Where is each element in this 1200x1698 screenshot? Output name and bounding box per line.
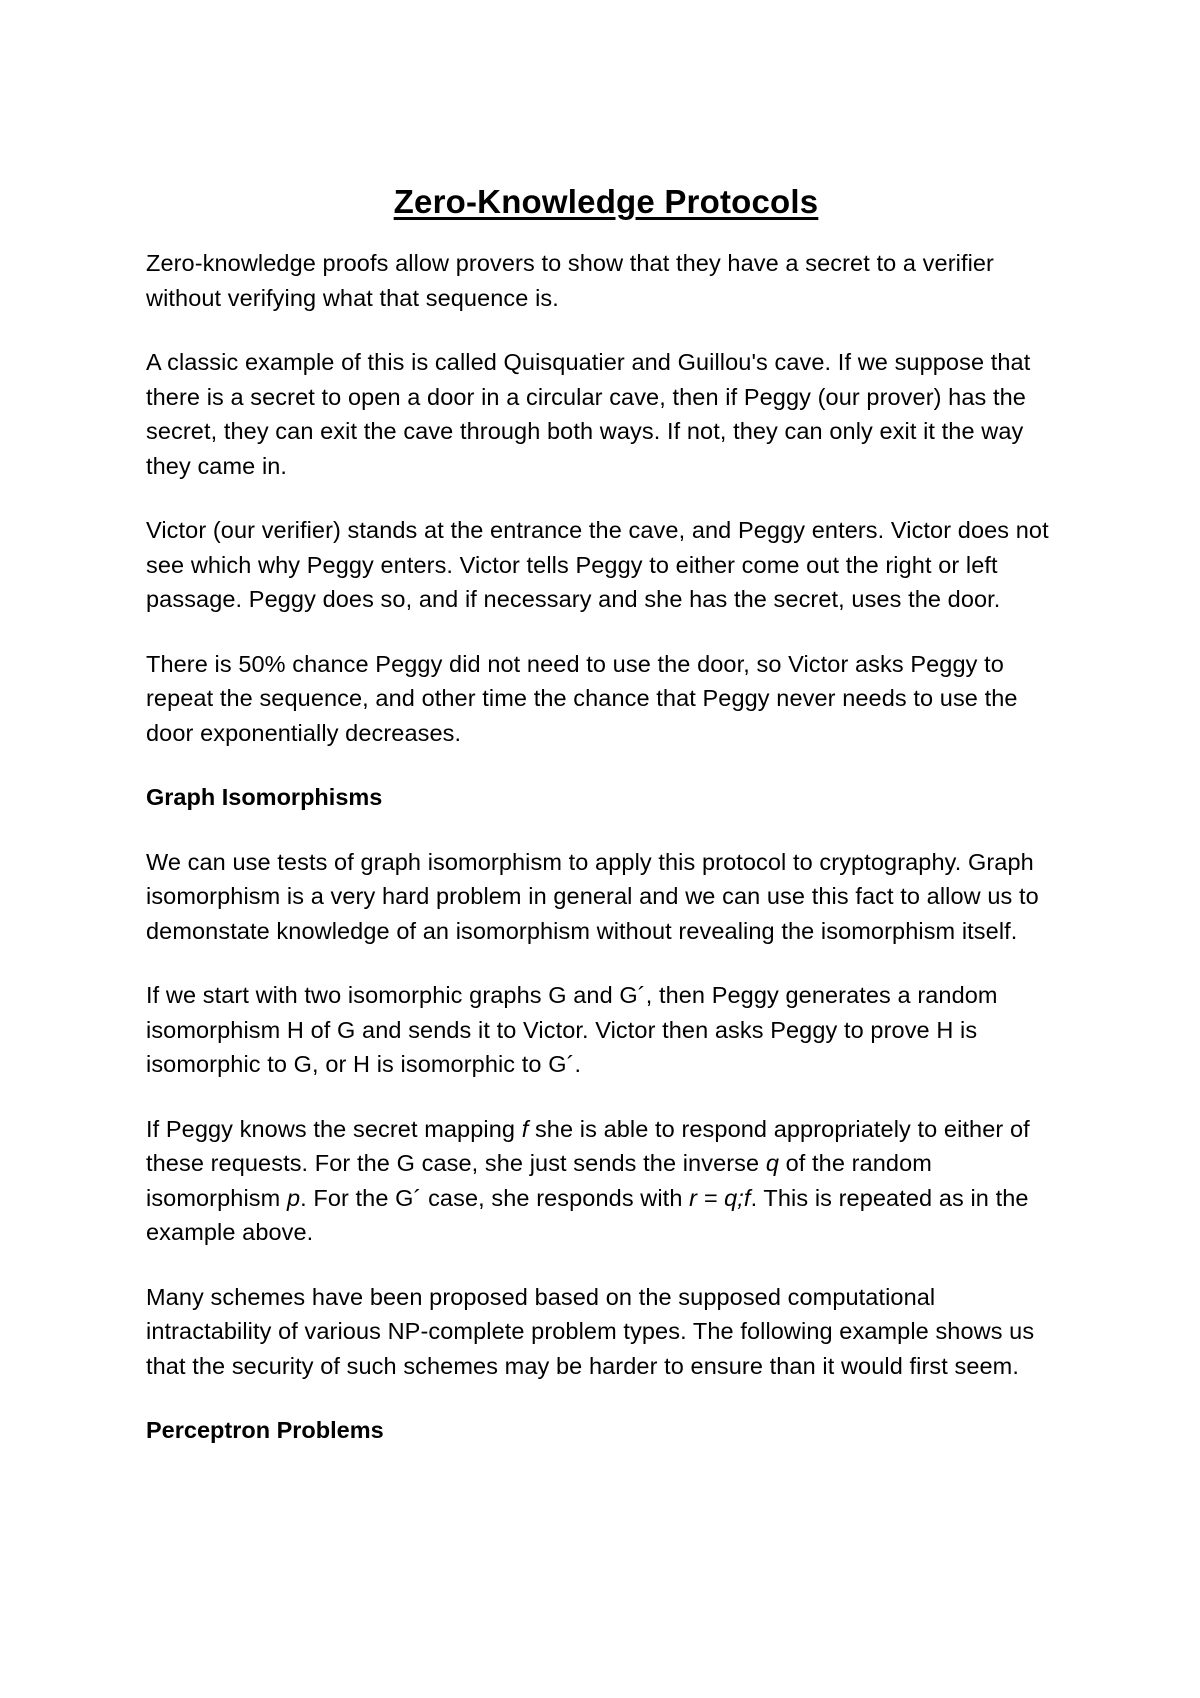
document-title: Zero-Knowledge Protocols: [393, 183, 819, 220]
paragraph-cave-example: A classic example of this is called Quisquatier and Guillou's cave. If we suppose that there is a secret to open a door in a circular cave, then if Peggy (our prover) has the secret, they can exit the cave through both ways. If not, they can only exit it the way they came in.: [146, 349, 1031, 479]
math-f: f: [521, 1115, 529, 1142]
text-run: If Peggy knows the secret mapping: [146, 1115, 522, 1142]
paragraph-victor-peggy: Victor (our verifier) stands at the entrance the cave, and Peggy enters. Victor does not see which why Peggy enters. Victor tells Peggy to either come out the right or left passage. Peggy does so, and if necessary and she has the secret, uses the door.: [146, 517, 1049, 612]
paragraph-intro: Zero-knowledge proofs allow provers to show that they have a secret to a verifier without verifying what that sequence is.: [146, 250, 994, 311]
math-formula: r = q;f: [689, 1184, 751, 1211]
math-q: q: [765, 1150, 779, 1176]
paragraph-np-complete: Many schemes have been proposed based on the supposed computational intractability of various NP-complete problem types. The following example shows us that the security of such schemes may be harder to ensure than it would first seem.: [146, 1283, 1035, 1379]
paragraph-isomorphic-graphs: If we start with two isomorphic graphs G and G´, then Peggy generates a random isomorphism H of G and sends it to Victor. Victor then asks Peggy to prove H is isomorphic to G, or H is isomorphic to G´.: [146, 982, 998, 1077]
document-body: [146, 180, 1066, 1478]
heading-perceptron-problems: Perceptron Problems: [146, 1417, 384, 1443]
paragraph-probability: There is 50% chance Peggy did not need to use the door, so Victor asks Peggy to repeat the sequence, and other time the chance that Peggy never needs to use the door exponentially decreases.: [146, 650, 1018, 746]
paragraph-graph-isomorphism: We can use tests of graph isomorphism to apply this protocol to cryptography. Graph isomorphism is a very hard problem in general and we can use this fact to allow us to demonstate knowledge of an isomorphism without revealing the isomorphism itself.: [146, 848, 1039, 944]
text-run: of the random isomorphism: [146, 1150, 932, 1211]
text-run: . This is repeated as in the example above.: [146, 1184, 1029, 1245]
math-p: p: [286, 1184, 301, 1211]
paragraph-secret-mapping: [146, 1112, 1066, 1250]
text-run: . For the G´ case, she responds with: [300, 1184, 690, 1211]
heading-graph-isomorphisms: Graph Isomorphisms: [146, 784, 383, 810]
text-run: she is able to respond appropriately to either of these requests. For the G case, she just sends the inverse: [146, 1115, 1030, 1176]
